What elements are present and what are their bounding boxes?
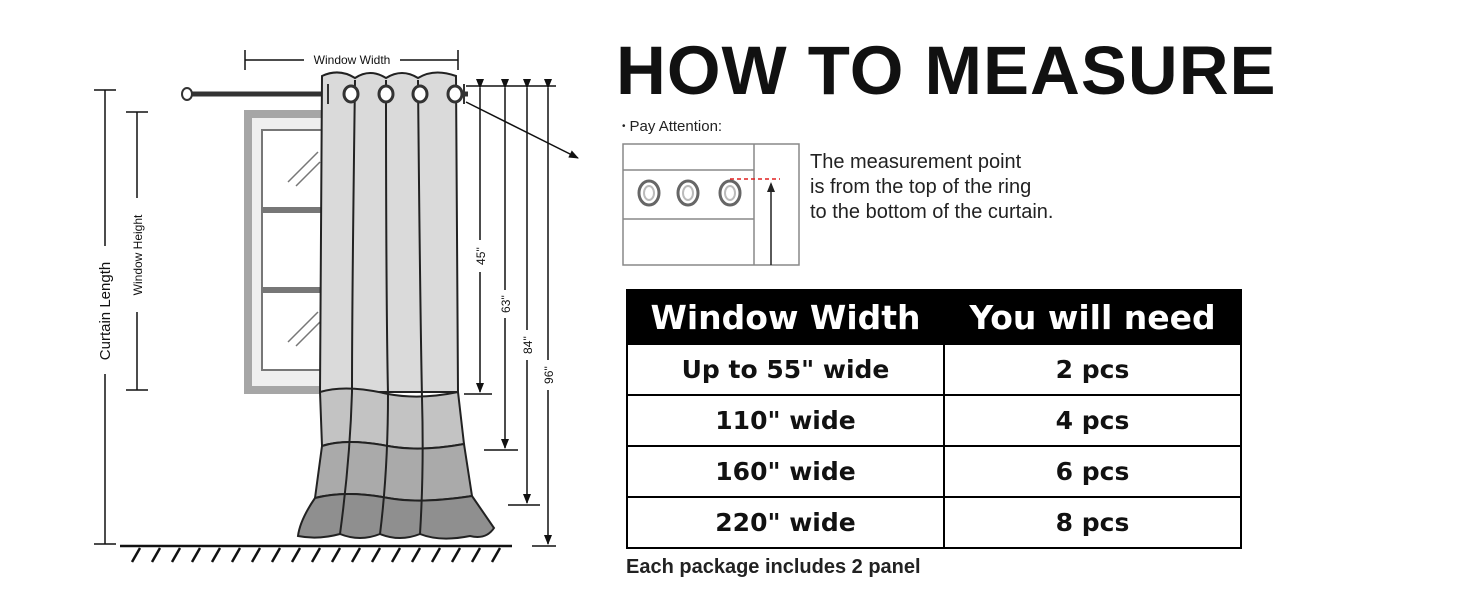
bullet-icon: • (622, 121, 626, 132)
note-line: The measurement point (810, 151, 1022, 173)
table-cell-quantity: 8 pcs (944, 497, 1241, 548)
floor (120, 546, 512, 562)
length-label-63: 63'' (499, 295, 513, 313)
pay-attention-text: Pay Attention: (629, 118, 723, 135)
table-row (627, 344, 1241, 395)
note-line: is from the top of the ring (810, 176, 1032, 198)
page-title: HOW TO MEASURE (616, 32, 1277, 109)
window-width-label: Window Width (313, 53, 391, 67)
measurement-note (810, 150, 1053, 225)
length-arrows (464, 86, 578, 546)
table-cell-quantity: 4 pcs (944, 395, 1241, 446)
table-header-row (627, 290, 1241, 344)
column-header-window-width: Window Width (627, 290, 944, 344)
table-row (627, 497, 1241, 548)
length-label-96: 96'' (542, 366, 556, 384)
table-cell-width: 110" wide (627, 395, 944, 446)
table-cell-width: 220" wide (627, 497, 944, 548)
curtain-length-label: Curtain Length (97, 261, 114, 361)
curtain-diagram (0, 0, 600, 600)
column-header-you-will-need: You will need (944, 290, 1241, 344)
pay-attention-label (622, 118, 722, 135)
length-label-84: 84'' (521, 336, 535, 354)
table-cell-width: 160" wide (627, 446, 944, 497)
note-line: to the bottom of the curtain. (810, 201, 1054, 223)
package-footnote: Each package includes 2 panel (626, 556, 921, 578)
size-table (626, 289, 1242, 549)
table-cell-quantity: 6 pcs (944, 446, 1241, 497)
window-height-label: Window Height (131, 214, 145, 296)
curtain-panel (298, 72, 494, 538)
table-row (627, 446, 1241, 497)
table-row (627, 395, 1241, 446)
table-cell-width: Up to 55" wide (627, 344, 944, 395)
table-cell-quantity: 2 pcs (944, 344, 1241, 395)
grommet-inset-illustration (622, 142, 802, 268)
length-label-45: 45'' (474, 247, 488, 265)
